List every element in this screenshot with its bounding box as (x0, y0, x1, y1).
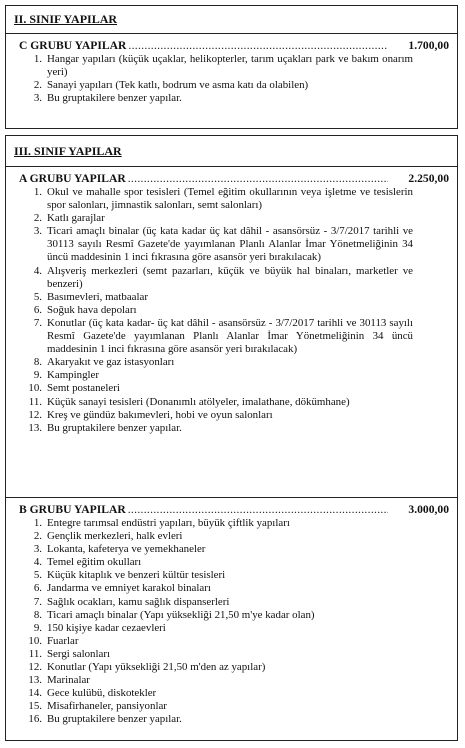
item-number: 4. (33, 264, 42, 277)
item-text: Kreş ve gündüz bakımevleri, hobi ve oyun salonları (47, 408, 273, 421)
item-text: Marinalar (47, 674, 90, 687)
item-number: 16. (28, 713, 42, 726)
item-text: Küçük sanayi tesisleri (Donanımlı atölyeler, imalathane, dökümhane) (47, 395, 350, 408)
list-item (24, 622, 457, 635)
item-text: Entegre tarımsal endüstri yapıları, büyük çiftlik yapıları (47, 517, 290, 529)
item-number: 4. (33, 556, 42, 569)
item-number: 11. (28, 395, 42, 408)
list-item (24, 635, 457, 648)
group-item-list (6, 517, 457, 727)
item-text: Akaryakıt ve gaz istasyonları (47, 356, 175, 369)
list-item (24, 409, 457, 422)
item-text: Kampingler (47, 369, 100, 382)
group-c (6, 34, 457, 105)
item-text: Konutlar (üç kata kadar- üç kat dâhil - asansörsüz - 3/7/2017 tarihli ve 30113 sayılı Resmî Gazete'de yayımlanan Planlı Alanlar İmar Yönetmeliğinin 34 üncü maddesinin 1 inci fıkrasına göre asansör yeri bırakılacak) (47, 316, 413, 356)
list-item (24, 356, 457, 369)
item-text: Basımevleri, matbaalar (47, 290, 148, 303)
item-number: 14. (28, 687, 42, 700)
list-item (24, 582, 457, 595)
item-number: 1. (33, 186, 42, 198)
group-name: B GRUBU YAPILAR (19, 503, 126, 516)
group-price: 3.000,00 (408, 503, 449, 516)
item-number: 8. (33, 356, 42, 369)
list-item (24, 687, 457, 700)
item-text: Sağlık ocakları, kamu sağlık dispanserleri (47, 595, 230, 608)
list-item (24, 609, 457, 622)
item-text: Alışveriş merkezleri (semt pazarları, küçük ve büyük hal binaları, marketler ve benzeri) (47, 264, 413, 290)
list-item (24, 674, 457, 687)
item-number: 12. (28, 408, 42, 421)
list-item (24, 422, 457, 435)
dot-leader (128, 172, 389, 185)
item-number: 2. (33, 79, 42, 92)
list-item (24, 79, 457, 92)
item-text: Gençlik merkezleri, halk evleri (47, 530, 183, 543)
item-text: Bu gruptakilere benzer yapılar. (47, 421, 182, 434)
list-item (24, 648, 457, 661)
item-number: 13. (28, 421, 42, 434)
section-3-groups (6, 167, 457, 727)
item-number: 3. (33, 543, 42, 556)
section-3-title: III. SINIF YAPILAR (14, 143, 122, 158)
section-2-groups (6, 34, 457, 105)
group-item-list (6, 53, 457, 105)
item-text: Semt postaneleri (47, 382, 120, 395)
section-3-header (6, 136, 457, 167)
group-item-list (6, 186, 457, 435)
item-number: 10. (28, 634, 42, 647)
item-text: Okul ve mahalle spor tesisleri (Temel eğitim okullarının veya işletme ve tesislerin spor salonları, jimnastik salonları, semt salonları) (47, 186, 413, 212)
item-text: Ticari amaçlı binalar (Yapı yüksekliği 21,50 m'ye kadar olan) (47, 608, 315, 621)
section-2-header (6, 6, 457, 34)
list-item (24, 382, 457, 395)
dot-leader (128, 39, 388, 52)
item-text: Soğuk hava depoları (47, 303, 137, 316)
list-item (24, 291, 457, 304)
section-2-box (5, 5, 458, 129)
item-text: 150 kişiye kadar cezaevleri (47, 621, 166, 634)
item-number: 5. (33, 290, 42, 303)
item-text: Misafirhaneler, pansiyonlar (47, 700, 167, 713)
list-item (24, 713, 457, 726)
item-text: Küçük kitaplık ve benzeri kültür tesisleri (47, 569, 226, 582)
list-item (24, 596, 457, 609)
item-number: 13. (28, 674, 42, 687)
item-text: Ticari amaçlı binalar (üç kata kadar üç kat dâhil - asansörsüz - 3/7/2017 tarihli ve 30113 sayılı Resmî Gazete'de yayımlanan Planlı Alanlar İmar Yönetmeliğinin 34 üncü maddesinin 1 inci fıkrasına göre asansör yeri bırakılacak) (47, 225, 413, 264)
section-3-box (5, 135, 458, 741)
item-text: Bu gruptakilere benzer yapılar. (47, 92, 182, 105)
group-a (6, 167, 457, 498)
item-text: Katlı garajlar (47, 212, 105, 225)
item-text: Konutlar (Yapı yüksekliği 21,50 m'den az yapılar) (47, 661, 266, 674)
item-number: 1. (33, 517, 42, 529)
list-item (24, 186, 457, 212)
list-item (24, 661, 457, 674)
item-text: Hangar yapıları (küçük uçaklar, helikopterler, tarım uçakları park ve bakım onarım yeri) (47, 53, 413, 79)
group-price: 2.250,00 (408, 172, 449, 185)
item-text: Fuarlar (47, 634, 79, 647)
item-number: 9. (33, 369, 42, 382)
item-number: 1. (33, 53, 42, 65)
item-text: Temel eğitim okulları (47, 556, 142, 569)
list-item (24, 53, 457, 79)
list-item (24, 369, 457, 382)
item-number: 5. (33, 569, 42, 582)
group-price: 1.700,00 (408, 39, 449, 52)
group-name: A GRUBU YAPILAR (19, 172, 126, 185)
item-text: Lokanta, kafeterya ve yemekhaneler (47, 543, 206, 556)
item-number: 7. (33, 316, 42, 329)
list-item (24, 569, 457, 582)
item-number: 3. (33, 92, 42, 105)
item-number: 2. (33, 530, 42, 543)
item-text: Jandarma ve emniyet karakol binaları (47, 582, 211, 595)
list-item (24, 700, 457, 713)
dot-leader (128, 503, 389, 516)
group-heading (6, 34, 457, 53)
item-number: 9. (33, 621, 42, 634)
group-b (6, 498, 457, 727)
list-item (24, 265, 457, 291)
list-item (24, 225, 457, 264)
item-number: 3. (33, 225, 42, 238)
item-text: Bu gruptakilere benzer yapılar. (47, 713, 182, 726)
list-item (24, 517, 457, 530)
item-text: Sanayi yapıları (Tek katlı, bodrum ve asma katı da olabilen) (47, 79, 309, 92)
section-2-title: II. SINIF YAPILAR (14, 12, 118, 26)
list-item (24, 92, 457, 105)
list-item (24, 556, 457, 569)
item-number: 2. (33, 212, 42, 225)
group-heading (6, 167, 457, 186)
item-number: 15. (28, 700, 42, 713)
item-number: 6. (33, 582, 42, 595)
list-item (24, 317, 457, 356)
item-text: Gece kulübü, diskotekler (47, 687, 157, 700)
list-item (24, 212, 457, 225)
list-item (24, 304, 457, 317)
list-item (24, 396, 457, 409)
group-name: C GRUBU YAPILAR (19, 39, 127, 52)
item-number: 12. (28, 661, 42, 674)
item-number: 7. (33, 595, 42, 608)
item-number: 11. (28, 647, 42, 660)
item-text: Sergi salonları (47, 647, 111, 660)
item-number: 10. (28, 382, 42, 395)
list-item (24, 543, 457, 556)
group-heading (6, 498, 457, 517)
item-number: 8. (33, 608, 42, 621)
list-item (24, 530, 457, 543)
item-number: 6. (33, 303, 42, 316)
